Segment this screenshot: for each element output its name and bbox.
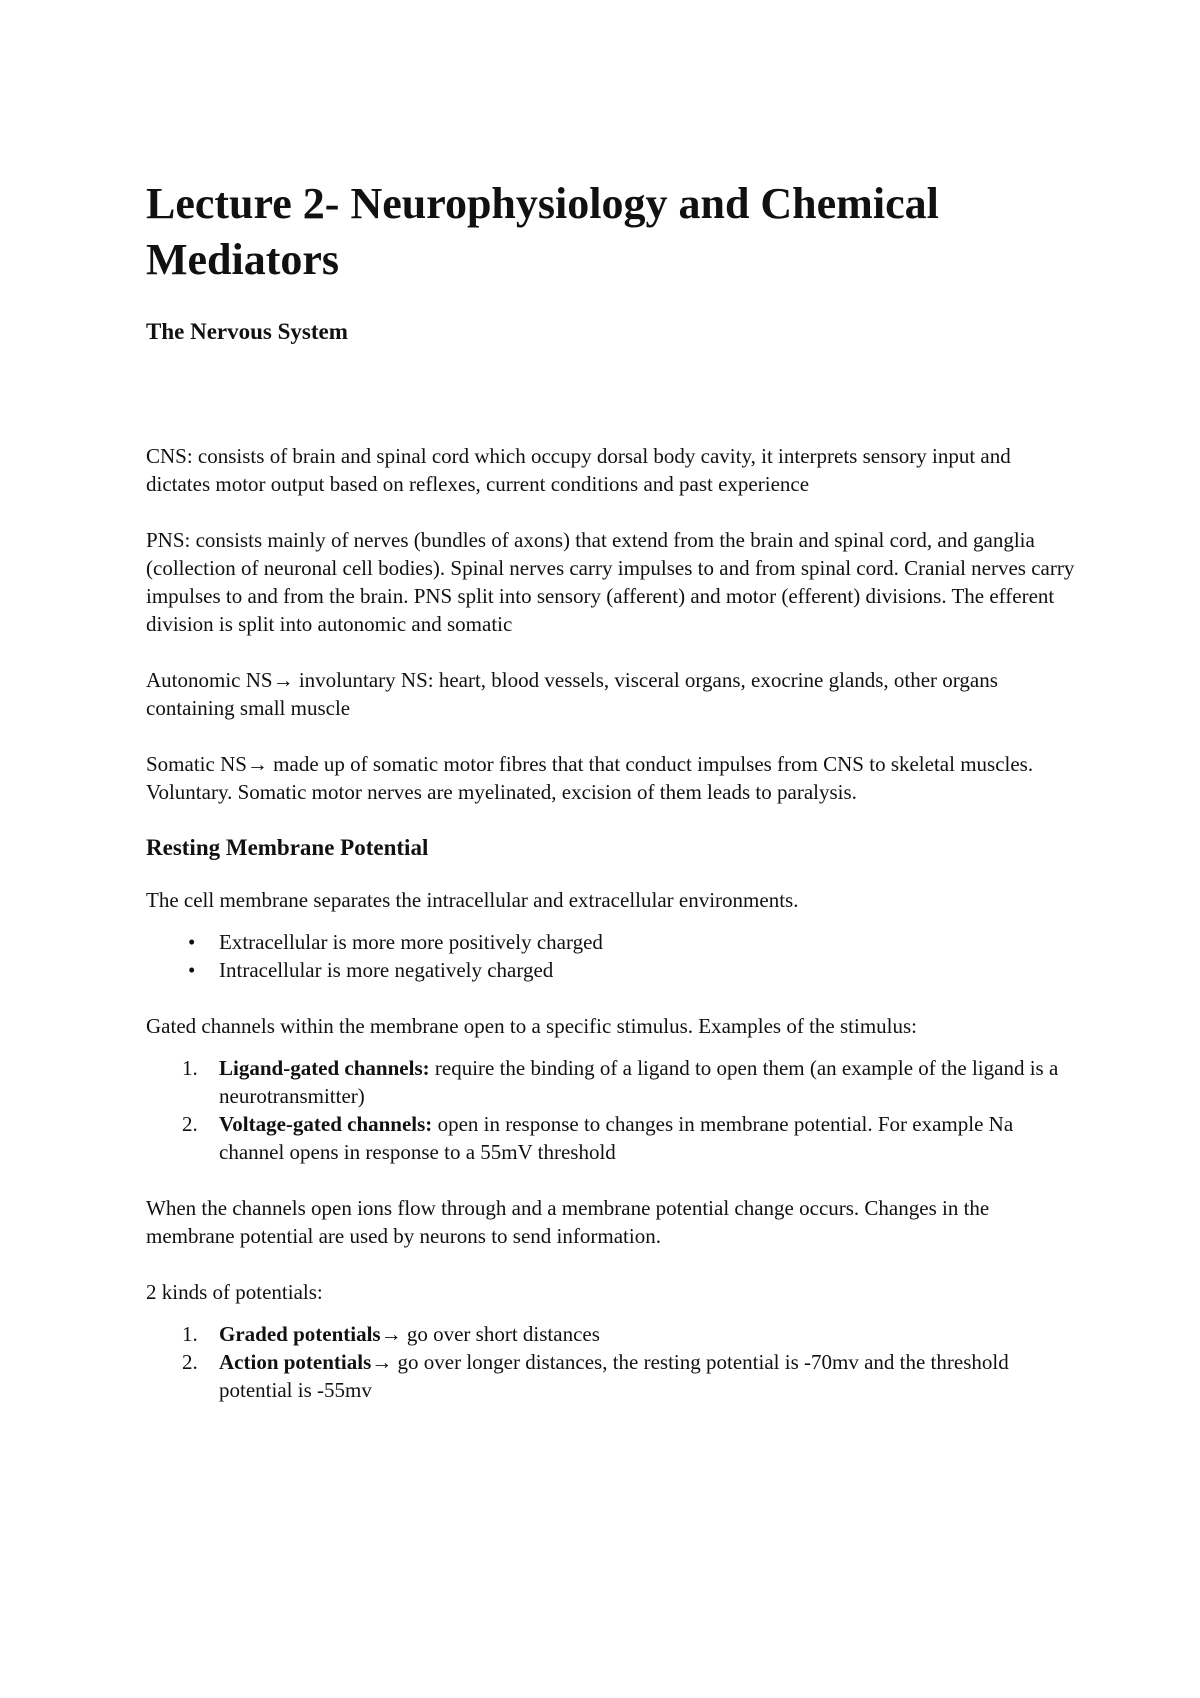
list-number: 2. <box>182 1350 198 1374</box>
list-number: 1. <box>182 1322 198 1346</box>
charge-bullet-list <box>146 928 1076 984</box>
bullet-icon: • <box>188 930 196 954</box>
list-item: 2. Action potentials→ go over longer distances, the resting potential is -70mv and the threshold potential is -55mv <box>182 1350 1009 1402</box>
list-item: 1. Graded potentials→ go over short distances <box>182 1322 600 1346</box>
paragraph-pns: PNS: consists mainly of nerves (bundles of axons) that extend from the brain and spinal cord, and ganglia (collection of neuronal cell bodies). Spinal nerves carry impulses to and from spinal cord. Cranial nerves carry impulses to and from the brain. PNS split into sensory (afferent) and motor (efferent) divisions. The efferent division is split into autonomic and somatic <box>146 528 1075 636</box>
list-number: 2. <box>182 1112 198 1136</box>
list-item: 2. Voltage-gated channels: open in response to changes in membrane potential. For example Na channel opens in response to a 55mV threshold <box>182 1112 1014 1164</box>
paragraph-channels-open: When the channels open ions flow through and a membrane potential change occurs. Changes in the membrane potential are used by neurons to send information. <box>146 1196 990 1248</box>
list-item: • Extracellular is more more positively charged <box>188 930 603 954</box>
channel-type-list <box>146 1054 1076 1166</box>
term-action-potentials: Action potentials <box>219 1350 372 1374</box>
document-body <box>146 176 1076 1404</box>
paragraph-cns: CNS: consists of brain and spinal cord which occupy dorsal body cavity, it interprets sensory input and dictates motor output based on reflexes, current conditions and past experience <box>146 444 1011 496</box>
list-item: • Intracellular is more negatively charged <box>188 958 554 982</box>
paragraph-gated-intro: Gated channels within the membrane open to a specific stimulus. Examples of the stimulus: <box>146 1014 917 1038</box>
bullet-icon: • <box>188 958 196 982</box>
paragraph-membrane-intro: The cell membrane separates the intracellular and extracellular environments. <box>146 888 799 912</box>
page-title: Lecture 2- Neurophysiology and Chemical Mediators <box>146 179 939 284</box>
list-number: 1. <box>182 1056 198 1080</box>
term-graded-potentials: Graded potentials <box>219 1322 381 1346</box>
section-heading-resting-potential: Resting Membrane Potential <box>146 835 429 860</box>
term-voltage-gated: Voltage-gated channels: <box>219 1112 433 1136</box>
potential-type-list <box>146 1320 1076 1404</box>
term-ligand-gated: Ligand-gated channels: <box>219 1056 430 1080</box>
paragraph-kinds-intro: 2 kinds of potentials: <box>146 1280 323 1304</box>
paragraph-autonomic: Autonomic NS→ involuntary NS: heart, blood vessels, visceral organs, exocrine glands, other organs containing small muscle <box>146 668 998 720</box>
list-item: 1. Ligand-gated channels: require the binding of a ligand to open them (an example of the ligand is a neurotransmitter) <box>182 1056 1059 1108</box>
paragraph-somatic: Somatic NS→ made up of somatic motor fibres that that conduct impulses from CNS to skeletal muscles. Voluntary. Somatic motor nerves are myelinated, excision of them leads to paralysis. <box>146 752 1034 804</box>
section-heading-nervous-system: The Nervous System <box>146 319 348 344</box>
